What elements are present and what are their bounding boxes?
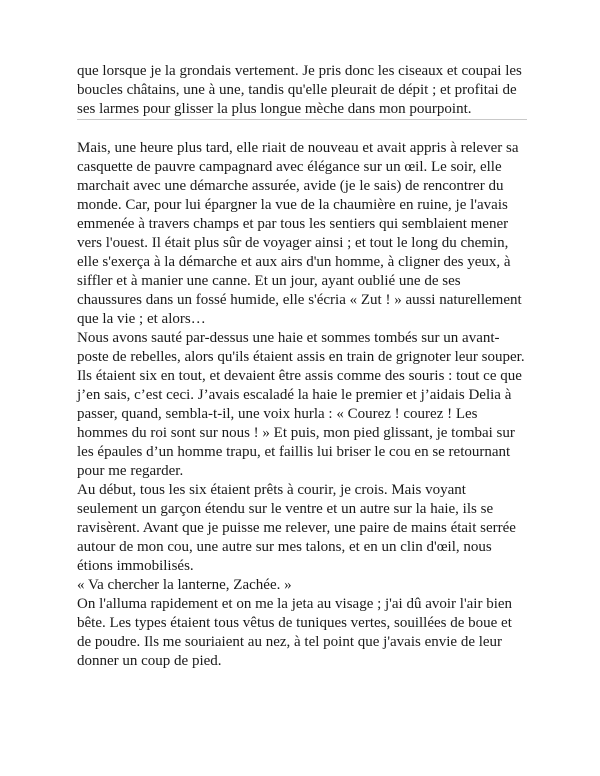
paragraph: « Va chercher la lanterne, Zachée. » <box>77 577 292 593</box>
paragraph: On l'alluma rapidement et on me la jeta au visage ; j'ai dû avoir l'air bien bête. Les types étaient tous vêtus de tuniques vertes, souillées de boue et de poudre. Ils me souriaient au nez, à tel point que j'avais envie de leur donner un coup de pied. <box>77 596 513 669</box>
paragraph: Ils étaient six en tout, et devaient être assis comme des souris : tout ce que j’en sais, c’est ceci. J’avais escaladé la haie le premier et j’aidais Delia à passer, quand, sembla-t-il, une voix hurla : « Courez ! courez ! Les hommes du roi sont sur nous ! » Et puis, mon pied glissant, je tombai sur les épaules d’un homme trapu, et faillis lui briser le cou en se retournant pour me regarder. <box>77 368 522 479</box>
paragraph: que lorsque je la grondais vertement. Je pris donc les ciseaux et coupai les boucles châtains, une à une, tandis qu'elle pleurait de dépit ; et profitai de ses larmes pour glisser la plus longue mèche dans mon pourpoint. <box>77 63 522 117</box>
section-divider <box>77 119 527 120</box>
paragraph: Au début, tous les six étaient prêts à courir, je crois. Mais voyant seulement un garçon étendu sur le ventre et un autre sur la haie, ils se ravisèrent. Avant que je puisse me relever, une paire de mains était serrée autour de mon cou, une autre sur mes talons, et en un clin d'œil, nous étions immobilisés. <box>77 482 516 574</box>
paragraph: Nous avons sauté par-dessus une haie et sommes tombés sur un avant-poste de rebelles, alors qu'ils étaient assis en train de grignoter leur souper. <box>77 330 525 365</box>
paragraph: Mais, une heure plus tard, elle riait de nouveau et avait appris à relever sa casquette de pauvre campagnard avec élégance sur un œil. Le soir, elle marchait avec une démarche assurée, avide (je le sais) de rencontrer du monde. Car, pour lui épargner la vue de la chaumière en ruine, je l'avais emmenée à travers champs et par tous les sentiers qui semblaient mener vers l'ouest. Il était plus sûr de voyager ainsi ; et tout le long du chemin, elle s'exerça à la démarche et aux airs d'un homme, à cligner des yeux, à siffler et à manier une canne. Et un jour, ayant oublié une de ses chaussures dans un fossé humide, elle s'écria « Zut ! » aussi naturellement que la vie ; et alors… <box>77 140 522 327</box>
document-page <box>77 62 527 671</box>
